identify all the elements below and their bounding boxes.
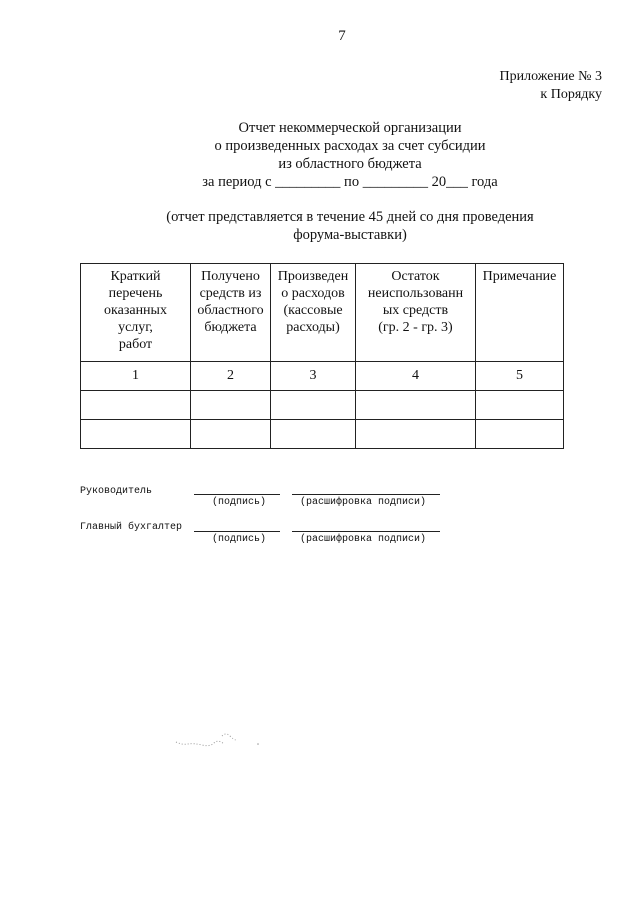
column-number: 5 bbox=[476, 362, 564, 391]
table-cell bbox=[191, 391, 271, 420]
head-signature-hint: (подпись) bbox=[212, 497, 267, 508]
column-number: 4 bbox=[356, 362, 476, 391]
column-number-row bbox=[81, 362, 564, 391]
column-number: 1 bbox=[81, 362, 191, 391]
title-line-1: Отчет некоммерческой организации bbox=[238, 120, 462, 136]
table-cell bbox=[81, 420, 191, 449]
header-note: Примечание bbox=[476, 264, 564, 362]
title-line-4: за период с _________ по _________ 20___ года bbox=[202, 174, 498, 190]
report-title bbox=[0, 119, 640, 191]
note-line-2: форума-выставки) bbox=[293, 227, 407, 243]
appendix-line-1: Приложение № 3 bbox=[499, 69, 602, 84]
table-cell bbox=[81, 391, 191, 420]
column-number: 3 bbox=[271, 362, 356, 391]
head-decode-hint: (расшифровка подписи) bbox=[300, 497, 427, 508]
submission-note bbox=[0, 208, 640, 244]
page-number: 7 bbox=[338, 28, 346, 44]
header-received-funds: Получено средств из областного бюджета bbox=[191, 264, 271, 362]
chief-accountant-label: Главный бухгалтер bbox=[80, 522, 183, 533]
header-balance: Остаток неиспользованн ых средств (гр. 2 - гр. 3) bbox=[356, 264, 476, 362]
head-signature-line bbox=[194, 494, 280, 495]
appendix-reference bbox=[500, 68, 603, 104]
title-line-3: из областного бюджета bbox=[278, 156, 422, 172]
table-row bbox=[81, 420, 564, 449]
table-header-row bbox=[81, 264, 564, 362]
header-services: Краткий перечень оказанных услуг, работ bbox=[81, 264, 191, 362]
table-cell bbox=[356, 391, 476, 420]
appendix-line-2: к Порядку bbox=[540, 87, 602, 102]
note-line-1: (отчет представляется в течение 45 дней со дня проведения bbox=[166, 209, 534, 225]
header-expenses: Произведен о расходов (кассовые расходы) bbox=[271, 264, 356, 362]
table-cell bbox=[476, 420, 564, 449]
table-cell bbox=[271, 420, 356, 449]
chief-decode-line bbox=[292, 531, 440, 532]
table-row bbox=[81, 391, 564, 420]
table-cell bbox=[271, 391, 356, 420]
table-cell bbox=[476, 391, 564, 420]
chief-signature-line bbox=[194, 531, 280, 532]
head-decode-line bbox=[292, 494, 440, 495]
chief-signature-hint: (подпись) bbox=[212, 534, 267, 545]
head-label: Руководитель bbox=[80, 486, 153, 497]
table-cell bbox=[356, 420, 476, 449]
column-number: 2 bbox=[191, 362, 271, 391]
chief-decode-hint: (расшифровка подписи) bbox=[300, 534, 427, 545]
table-cell bbox=[191, 420, 271, 449]
title-line-2: о произведенных расходах за счет субсидии bbox=[214, 138, 486, 154]
report-table bbox=[80, 263, 564, 449]
scan-artifact-marks bbox=[170, 728, 270, 758]
